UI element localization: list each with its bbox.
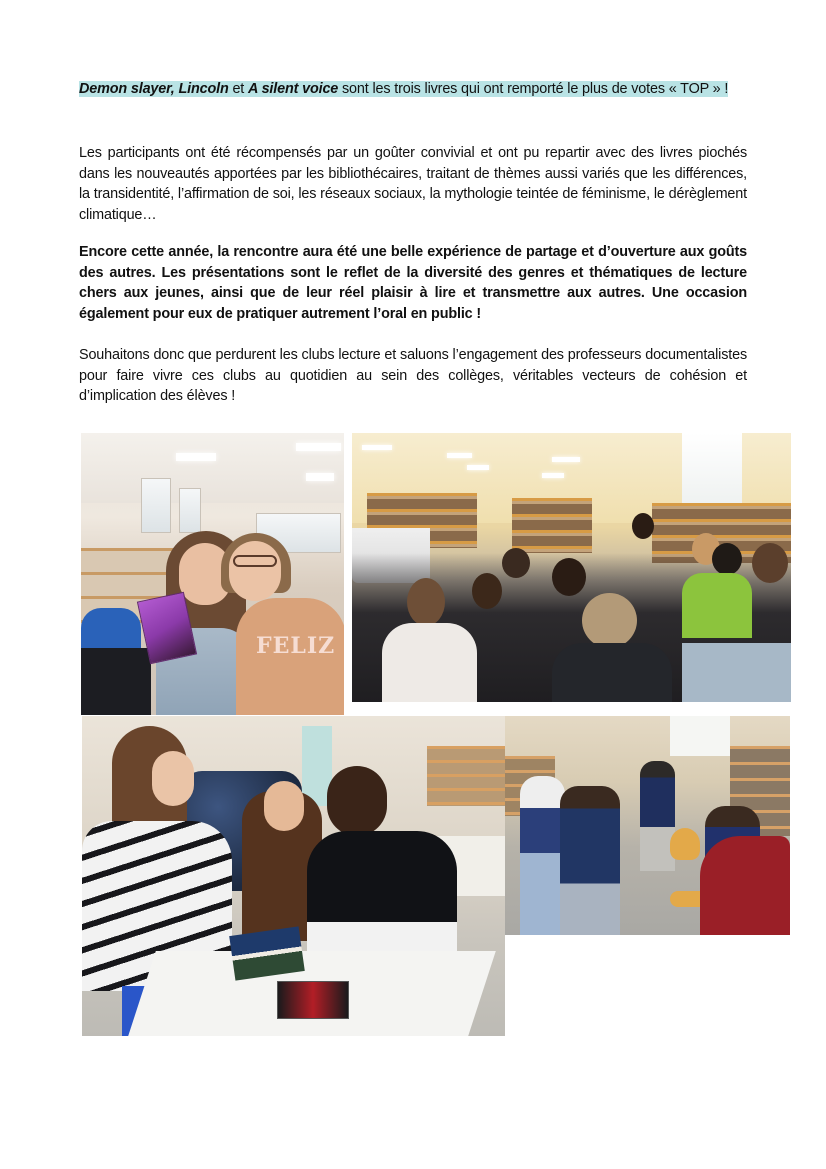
head	[502, 548, 530, 578]
girl-face	[152, 751, 194, 806]
girl-face	[264, 781, 304, 831]
book-title-2: A silent voice	[248, 81, 339, 97]
glasses	[233, 555, 277, 567]
head	[472, 573, 502, 609]
sweatshirt-text: FELIZ	[256, 633, 336, 659]
window	[682, 433, 742, 508]
ceiling-light	[467, 465, 489, 470]
photo-girls-at-table-books	[82, 716, 505, 1036]
green-tshirt	[682, 573, 752, 638]
photo-two-girls-with-book	[81, 433, 344, 715]
ceiling-light	[542, 473, 564, 478]
person-navy-vest	[520, 776, 565, 935]
top-votes-text: sont les trois livres qui ont remporté le plus de votes « TOP » !	[338, 81, 729, 97]
head	[582, 593, 637, 648]
head	[407, 578, 445, 626]
red-book	[277, 981, 349, 1019]
boy-navy-jacket	[560, 786, 620, 935]
jeans	[682, 643, 791, 702]
paragraph-rewards: Les participants ont été récompensés par un goûter convivial et ont pu repartir avec des livres piochés dans les nouveautés apportées par les bibliothécaires, traitant de thèmes aussi variés que les différences, la transidentité, l’affirmation de soi, les réseaux sociaux, la mythologie teintée de féminisme, le dérèglement climatique…	[79, 145, 747, 223]
window	[670, 716, 730, 756]
bookshelf	[512, 498, 592, 553]
paragraph-top-votes	[79, 79, 747, 100]
red-hoodie	[700, 836, 790, 935]
conjunction: et	[228, 81, 249, 97]
girl-braid	[327, 766, 387, 836]
ceiling-light	[176, 453, 216, 461]
highlighted-sentence	[79, 81, 728, 97]
paragraph-conclusion: Souhaitons donc que perdurent les clubs lecture et saluons l’engagement des professeurs documentalistes pour faire vivre ces clubs au quotidien au sein des collèges, véritables vecteurs de cohésion et d’implication des élèves !	[79, 347, 747, 404]
photo-busy-library-room	[505, 716, 790, 935]
bookshelf	[427, 746, 505, 806]
window	[141, 478, 171, 533]
window	[179, 488, 201, 533]
orange-chair	[670, 828, 700, 860]
white-hoodie	[382, 623, 477, 702]
ceiling-light	[362, 445, 392, 450]
book-titles-1: Demon slayer, Lincoln	[79, 81, 229, 97]
ceiling-light	[306, 473, 334, 481]
head	[632, 513, 654, 539]
head	[752, 543, 788, 583]
ceiling-light	[447, 453, 472, 458]
person-dark-jacket	[81, 648, 151, 715]
head	[712, 543, 742, 575]
teen-navy-sweater	[640, 761, 675, 871]
head	[552, 558, 586, 596]
ceiling-light	[296, 443, 341, 451]
photo-seated-audience-library	[352, 433, 791, 702]
stack-of-books	[229, 926, 305, 980]
paragraph-experience: Encore cette année, la rencontre aura été une belle expérience de partage et d’ouverture aux goûts des autres. Les présentations sont le reflet de la diversité des genres et thématiques de lecture chers aux jeunes, ainsi que de leur réel plaisir à lire et transmettre aux autres. Une occasion également pour eux de pratiquer autrement l’oral en public !	[79, 244, 747, 322]
girl-face	[229, 541, 281, 601]
ceiling-light	[552, 457, 580, 462]
dark-hoodie	[552, 643, 672, 702]
